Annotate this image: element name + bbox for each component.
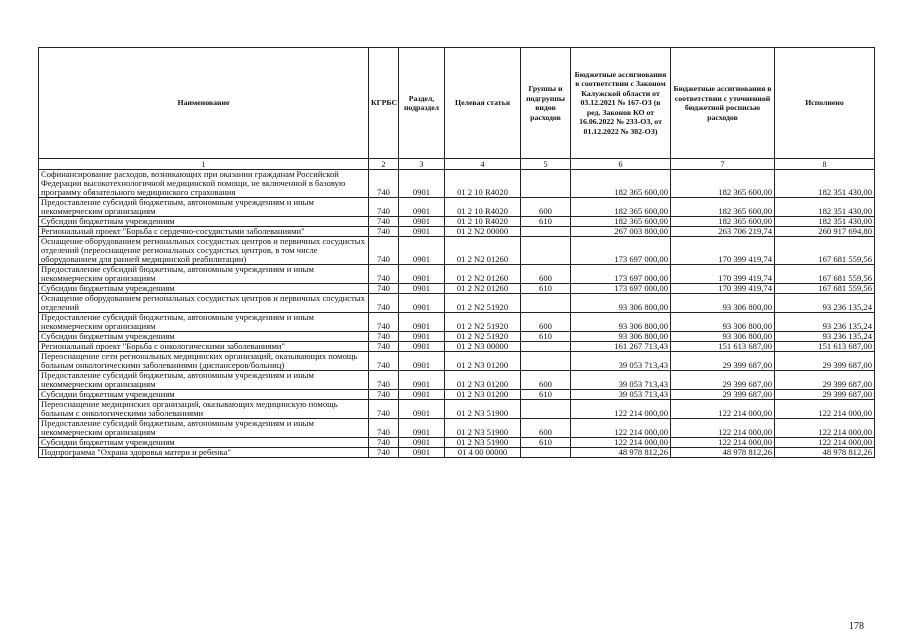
cell-law: 122 214 000,00 <box>571 438 671 448</box>
cell-name: Региональный проект "Борьба с сердечно-сосудистыми заболеваниями" <box>39 227 369 237</box>
cell-law: 48 978 812,26 <box>571 448 671 458</box>
cell-name: Субсидии бюджетным учреждениям <box>39 390 369 400</box>
cell-group: 610 <box>521 390 571 400</box>
cell-target: 01 2 N2 51920 <box>445 294 521 313</box>
cell-refined: 93 306 800,00 <box>671 294 775 313</box>
table-row <box>39 313 875 332</box>
header-refined: Бюджетные ассигнования в соответствии с уточненной бюджетной росписью расходов <box>671 48 775 159</box>
cell-group: 610 <box>521 438 571 448</box>
cell-section: 0901 <box>399 438 445 448</box>
cell-name: Предоставление субсидий бюджетным, автономным учреждениям и иным некоммерческим организациям <box>39 419 369 438</box>
cell-group <box>521 352 571 371</box>
cell-executed: 48 978 812,26 <box>775 448 875 458</box>
cell-name: Предоставление субсидий бюджетным, автономным учреждениям и иным некоммерческим организациям <box>39 313 369 332</box>
column-number: 6 <box>571 159 671 170</box>
cell-law: 39 053 713,43 <box>571 352 671 371</box>
cell-target: 01 2 N2 01260 <box>445 284 521 294</box>
cell-group <box>521 237 571 265</box>
cell-kgrbs: 740 <box>369 284 399 294</box>
cell-kgrbs: 740 <box>369 217 399 227</box>
cell-target: 01 2 N3 01200 <box>445 390 521 400</box>
header-name: Наименование <box>39 48 369 159</box>
table-row <box>39 227 875 237</box>
cell-law: 93 306 800,00 <box>571 313 671 332</box>
cell-kgrbs: 740 <box>369 170 399 198</box>
page-number: 178 <box>849 621 864 632</box>
cell-group: 610 <box>521 217 571 227</box>
cell-refined: 122 214 000,00 <box>671 438 775 448</box>
cell-refined: 122 214 000,00 <box>671 400 775 419</box>
budget-table <box>38 47 875 458</box>
cell-law: 93 306 800,00 <box>571 294 671 313</box>
column-number: 4 <box>445 159 521 170</box>
cell-group <box>521 342 571 352</box>
cell-group: 600 <box>521 371 571 390</box>
cell-law: 173 697 000,00 <box>571 265 671 284</box>
cell-name: Субсидии бюджетным учреждениям <box>39 332 369 342</box>
table-row <box>39 198 875 217</box>
cell-target: 01 2 N2 51920 <box>445 332 521 342</box>
column-number: 7 <box>671 159 775 170</box>
cell-law: 182 365 600,00 <box>571 170 671 198</box>
cell-name: Предоставление субсидий бюджетным, автономным учреждениям и иным некоммерческим организациям <box>39 265 369 284</box>
table-row <box>39 448 875 458</box>
cell-kgrbs: 740 <box>369 227 399 237</box>
cell-law: 93 306 800,00 <box>571 332 671 342</box>
cell-name: Переоснащение медицинских организаций, оказывающих медицинскую помощь больным с онкологическими заболеваниями <box>39 400 369 419</box>
cell-refined: 122 214 000,00 <box>671 419 775 438</box>
table-row <box>39 390 875 400</box>
cell-executed: 182 351 430,00 <box>775 217 875 227</box>
cell-executed: 29 399 687,00 <box>775 352 875 371</box>
cell-name: Региональный проект "Борьба с онкологическими заболеваниями" <box>39 342 369 352</box>
cell-refined: 151 613 687,00 <box>671 342 775 352</box>
cell-group: 610 <box>521 284 571 294</box>
cell-executed: 29 399 687,00 <box>775 371 875 390</box>
cell-target: 01 2 N2 01260 <box>445 265 521 284</box>
cell-kgrbs: 740 <box>369 400 399 419</box>
cell-executed: 122 214 000,00 <box>775 419 875 438</box>
cell-refined: 29 399 687,00 <box>671 371 775 390</box>
cell-executed: 167 681 559,56 <box>775 284 875 294</box>
header-group: Группы и подгруппы видов расходов <box>521 48 571 159</box>
cell-section: 0901 <box>399 227 445 237</box>
table-row <box>39 371 875 390</box>
cell-section: 0901 <box>399 198 445 217</box>
cell-name: Подпрограмма "Охрана здоровья матери и ребенка" <box>39 448 369 458</box>
cell-executed: 93 236 135,24 <box>775 332 875 342</box>
cell-name: Субсидии бюджетным учреждениям <box>39 438 369 448</box>
cell-section: 0901 <box>399 284 445 294</box>
cell-kgrbs: 740 <box>369 342 399 352</box>
cell-executed: 29 399 687,00 <box>775 390 875 400</box>
cell-group <box>521 294 571 313</box>
table-row <box>39 438 875 448</box>
column-number: 5 <box>521 159 571 170</box>
cell-refined: 170 399 419,74 <box>671 284 775 294</box>
cell-target: 01 2 N3 51900 <box>445 419 521 438</box>
cell-group <box>521 227 571 237</box>
cell-name: Предоставление субсидий бюджетным, автономным учреждениям и иным некоммерческим организациям <box>39 198 369 217</box>
table-body <box>39 159 875 458</box>
cell-kgrbs: 740 <box>369 237 399 265</box>
cell-law: 182 365 600,00 <box>571 217 671 227</box>
cell-name: Переоснащение сети региональных медицинских организаций, оказывающих помощь больным онкологическими заболеваниями (диспансеров/больниц) <box>39 352 369 371</box>
cell-section: 0901 <box>399 352 445 371</box>
cell-refined: 170 399 419,74 <box>671 265 775 284</box>
cell-section: 0901 <box>399 170 445 198</box>
cell-group <box>521 170 571 198</box>
header-law: Бюджетные ассигнования в соответствии с Законом Калужской области от 03.12.2021 № 167-ОЗ (в ред. Законов КО от 16.06.2022 № 233-ОЗ, от 01.12.2022 № 302-ОЗ) <box>571 48 671 159</box>
column-number: 2 <box>369 159 399 170</box>
column-number: 8 <box>775 159 875 170</box>
column-number: 1 <box>39 159 369 170</box>
cell-kgrbs: 740 <box>369 352 399 371</box>
cell-name: Оснащение оборудованием региональных сосудистых центров и первичных сосудистых отделений (переоснащение региональных сосудистых центров, в том числе оборудованием для ранней медицинской реабилитации) <box>39 237 369 265</box>
cell-kgrbs: 740 <box>369 419 399 438</box>
header-target: Целевая статья <box>445 48 521 159</box>
cell-law: 122 214 000,00 <box>571 400 671 419</box>
cell-section: 0901 <box>399 390 445 400</box>
cell-target: 01 2 N3 51900 <box>445 400 521 419</box>
table-row <box>39 400 875 419</box>
cell-group <box>521 400 571 419</box>
cell-section: 0901 <box>399 237 445 265</box>
cell-executed: 182 351 430,00 <box>775 170 875 198</box>
cell-refined: 263 706 219,74 <box>671 227 775 237</box>
cell-group <box>521 448 571 458</box>
cell-section: 0901 <box>399 448 445 458</box>
header-kgrbs: КГРБС <box>369 48 399 159</box>
cell-target: 01 4 00 00000 <box>445 448 521 458</box>
cell-refined: 29 399 687,00 <box>671 352 775 371</box>
cell-kgrbs: 740 <box>369 332 399 342</box>
cell-target: 01 2 N2 01260 <box>445 237 521 265</box>
column-number: 3 <box>399 159 445 170</box>
cell-kgrbs: 740 <box>369 198 399 217</box>
cell-law: 161 267 713,43 <box>571 342 671 352</box>
table-row <box>39 170 875 198</box>
table-row <box>39 419 875 438</box>
cell-target: 01 2 10 R4020 <box>445 217 521 227</box>
cell-section: 0901 <box>399 371 445 390</box>
cell-target: 01 2 N3 01200 <box>445 371 521 390</box>
cell-law: 267 003 800,00 <box>571 227 671 237</box>
table-row <box>39 294 875 313</box>
cell-name: Субсидии бюджетным учреждениям <box>39 217 369 227</box>
cell-refined: 48 978 812,26 <box>671 448 775 458</box>
cell-section: 0901 <box>399 342 445 352</box>
cell-refined: 182 365 600,00 <box>671 198 775 217</box>
cell-executed: 167 681 559,56 <box>775 237 875 265</box>
cell-name: Субсидии бюджетным учреждениям <box>39 284 369 294</box>
cell-kgrbs: 740 <box>369 265 399 284</box>
cell-group: 600 <box>521 198 571 217</box>
cell-target: 01 2 N2 51920 <box>445 313 521 332</box>
cell-kgrbs: 740 <box>369 390 399 400</box>
cell-kgrbs: 740 <box>369 371 399 390</box>
header-section: Раздел, подраздел <box>399 48 445 159</box>
cell-section: 0901 <box>399 419 445 438</box>
table-row <box>39 342 875 352</box>
cell-group: 610 <box>521 332 571 342</box>
cell-group: 600 <box>521 265 571 284</box>
cell-section: 0901 <box>399 400 445 419</box>
cell-executed: 122 214 000,00 <box>775 400 875 419</box>
cell-refined: 182 365 600,00 <box>671 217 775 227</box>
cell-kgrbs: 740 <box>369 448 399 458</box>
cell-name: Предоставление субсидий бюджетным, автономным учреждениям и иным некоммерческим организациям <box>39 371 369 390</box>
cell-law: 39 053 713,43 <box>571 371 671 390</box>
cell-name: Софинансирование расходов, возникающих при оказании гражданам Российской Федерации высокотехнологичной медицинской помощи, не включенной в базовую программу обязательного медицинского страхования <box>39 170 369 198</box>
cell-name: Оснащение оборудованием региональных сосудистых центров и первичных сосудистых отделений <box>39 294 369 313</box>
cell-refined: 29 399 687,00 <box>671 390 775 400</box>
cell-law: 39 053 713,43 <box>571 390 671 400</box>
cell-refined: 93 306 800,00 <box>671 313 775 332</box>
cell-law: 173 697 000,00 <box>571 284 671 294</box>
cell-target: 01 2 N3 00000 <box>445 342 521 352</box>
cell-executed: 167 681 559,56 <box>775 265 875 284</box>
table-row <box>39 237 875 265</box>
cell-target: 01 2 N2 00000 <box>445 227 521 237</box>
cell-section: 0901 <box>399 313 445 332</box>
cell-section: 0901 <box>399 332 445 342</box>
cell-law: 182 365 600,00 <box>571 198 671 217</box>
cell-target: 01 2 N3 01200 <box>445 352 521 371</box>
cell-executed: 122 214 000,00 <box>775 438 875 448</box>
cell-section: 0901 <box>399 217 445 227</box>
cell-kgrbs: 740 <box>369 438 399 448</box>
cell-kgrbs: 740 <box>369 294 399 313</box>
cell-executed: 93 236 135,24 <box>775 294 875 313</box>
cell-executed: 182 351 430,00 <box>775 198 875 217</box>
cell-law: 173 697 000,00 <box>571 237 671 265</box>
cell-kgrbs: 740 <box>369 313 399 332</box>
table-row <box>39 265 875 284</box>
cell-target: 01 2 10 R4020 <box>445 198 521 217</box>
table-row <box>39 352 875 371</box>
cell-refined: 93 306 800,00 <box>671 332 775 342</box>
cell-executed: 260 917 694,80 <box>775 227 875 237</box>
cell-section: 0901 <box>399 294 445 313</box>
cell-refined: 182 365 600,00 <box>671 170 775 198</box>
cell-target: 01 2 N3 51900 <box>445 438 521 448</box>
cell-section: 0901 <box>399 265 445 284</box>
table-row <box>39 284 875 294</box>
cell-refined: 170 399 419,74 <box>671 237 775 265</box>
table-row <box>39 332 875 342</box>
cell-group: 600 <box>521 313 571 332</box>
cell-executed: 151 613 687,00 <box>775 342 875 352</box>
table-row <box>39 217 875 227</box>
cell-law: 122 214 000,00 <box>571 419 671 438</box>
column-number-row <box>39 159 875 170</box>
cell-target: 01 2 10 R4020 <box>445 170 521 198</box>
cell-group: 600 <box>521 419 571 438</box>
table-header <box>39 48 875 159</box>
header-executed: Исполнено <box>775 48 875 159</box>
cell-executed: 93 236 135,24 <box>775 313 875 332</box>
